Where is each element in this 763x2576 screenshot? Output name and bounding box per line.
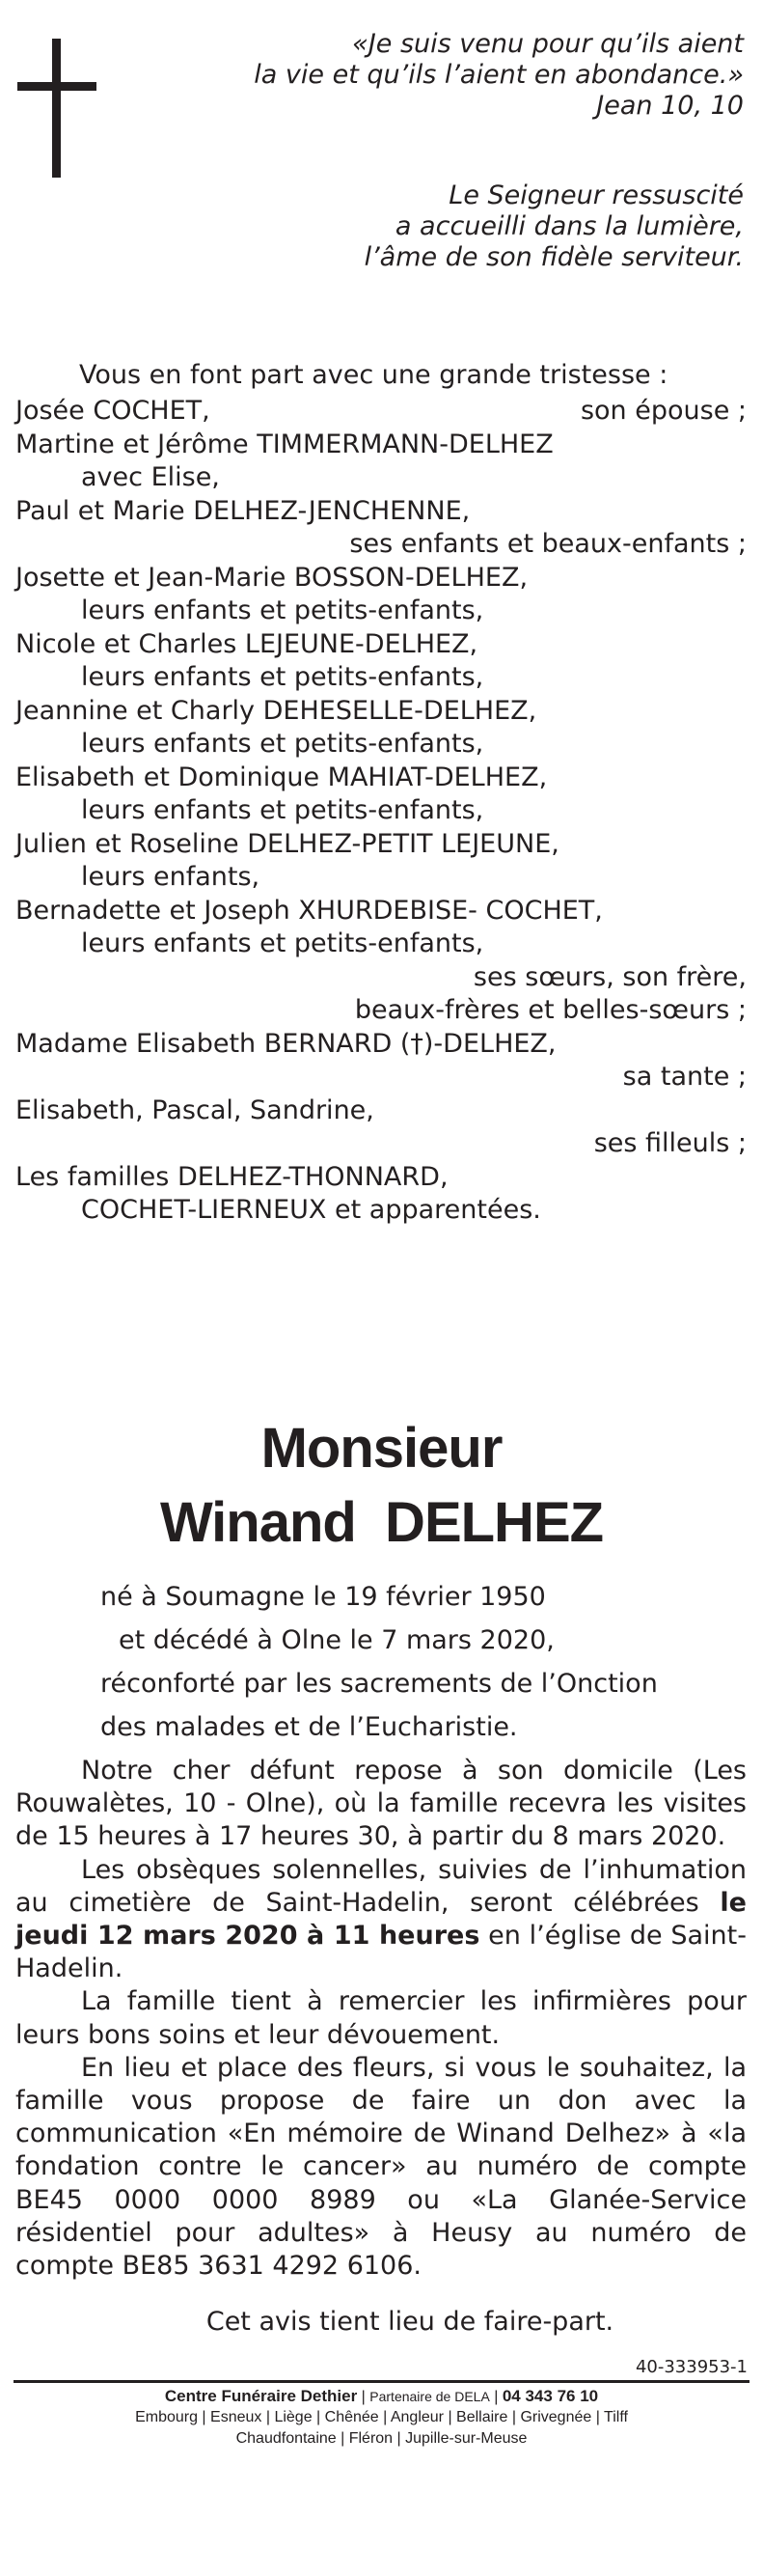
paragraph-donation: En lieu et place des fleurs, si vous le souhaitez, la famille vous propose de faire un don avec la communication «En mémoire de Winand Delhez» à «la fondation contre le cancer» au numéro de compte BE45 0000 0000 8989 ou «La Glanée-Service résidentiel pour adultes» à Heusy au numéro de compte BE85 3631 4292 6106. — [15, 2052, 747, 2282]
family-line — [15, 528, 747, 562]
family-line-text: Martine et Jérôme TIMMERMANN-DELHEZ — [15, 429, 554, 459]
partner-label: Partenaire de DELA — [369, 2389, 490, 2404]
family-line-text: Jeannine et Charly DEHESELLE-DELHEZ, — [15, 695, 537, 726]
family-line-text: leurs enfants et petits-enfants, — [81, 662, 484, 692]
quote-line: «Je suis venu pour qu’ils aient — [352, 29, 744, 59]
family-line — [15, 895, 747, 928]
reference-number: 40-333953-1 — [635, 2357, 748, 2377]
dedication-line: Le Seigneur ressuscité — [449, 180, 744, 210]
family-line-text: leurs enfants et petits-enfants, — [81, 729, 484, 759]
family-line-text: ses sœurs, son frère, — [473, 961, 747, 992]
born-line: né à Soumagne le 19 février 1950 — [100, 1582, 546, 1612]
family-line — [15, 595, 747, 628]
footer-locations: Embourg | Esneux | Liège | Chênée | Angleur | Bellaire | Grivegnée | Tilff — [135, 2409, 628, 2425]
family-line — [15, 928, 747, 961]
sacraments-line-2: des malades et de l’Eucharistie. — [100, 1712, 518, 1742]
deceased-title: Monsieur — [260, 1417, 503, 1480]
family-line-text: Josette et Jean-Marie BOSSON-DELHEZ, — [15, 562, 529, 593]
family-line-text: Paul et Marie DELHEZ-JENCHENNE, — [15, 495, 471, 526]
family-list — [15, 395, 747, 1228]
family-line-text: Nicole et Charles LEJEUNE-DELHEZ, — [15, 628, 478, 659]
funeral-location: en l’église de Saint-Hadelin. — [15, 1921, 747, 1984]
family-line — [15, 628, 747, 662]
family-line — [15, 961, 747, 995]
family-line — [15, 728, 747, 762]
family-line-text: Madame Elisabeth BERNARD (†)-DELHEZ, — [15, 1028, 557, 1059]
family-line-text: Josée COCHET, — [15, 396, 210, 426]
funeral-date: le jeudi 12 mars 2020 à 11 heures — [15, 1887, 747, 1952]
family-line-text: leurs enfants et petits-enfants, — [81, 928, 484, 958]
family-line — [15, 661, 747, 695]
quote-line: la vie et qu’ils l’aient en abondance.» — [254, 60, 744, 90]
paragraph-thanks: La famille tient à remercier les infirmières pour leurs bons soins et leur dévouement. — [15, 1986, 747, 2050]
family-relation: son épouse ; — [580, 396, 747, 426]
family-line-text: avec Elise, — [81, 462, 220, 492]
sacraments-line: réconforté par les sacrements de l’Onction — [100, 1669, 658, 1699]
family-line — [15, 1094, 747, 1128]
deceased-name: Winand DELHEZ — [159, 1491, 604, 1554]
family-line — [15, 429, 747, 462]
family-line — [15, 562, 747, 596]
paragraph-visitation: Notre cher défunt repose à son domicile (Les Rouwalètes, 10 - Olne), où la famille recevra les visites de 15 heures à 17 heures 30, à partir du 8 mars 2020. — [15, 1756, 747, 1852]
family-line-text: Les familles DELHEZ-THONNARD, — [15, 1161, 449, 1192]
family-line-text: leurs enfants et petits-enfants, — [81, 795, 484, 825]
family-line — [15, 395, 747, 429]
family-line-text: leurs enfants et petits-enfants, — [81, 596, 484, 625]
divider — [14, 2380, 749, 2383]
family-line — [15, 861, 747, 895]
family-line — [15, 1061, 747, 1094]
family-line — [15, 1161, 747, 1195]
dedication-line: a accueilli dans la lumière, — [395, 211, 744, 241]
family-line-text: leurs enfants, — [81, 862, 260, 892]
family-line — [15, 1127, 747, 1161]
family-line-text: beaux-frères et belles-sœurs ; — [354, 995, 747, 1025]
closing-text: Cet avis tient lieu de faire-part. — [205, 2307, 614, 2337]
family-line — [15, 695, 747, 729]
family-line — [15, 828, 747, 862]
family-line — [15, 1194, 747, 1228]
family-line-text: Elisabeth et Dominique MAHIAT-DELHEZ, — [15, 762, 548, 792]
family-line — [15, 1028, 747, 1062]
footer-locations-2: Chaudfontaine | Fléron | Jupille-sur-Meuse — [235, 2430, 528, 2447]
family-line-text: sa tante ; — [622, 1062, 747, 1092]
dedication — [365, 180, 744, 273]
funeral-text: Les obsèques solennelles, suivies de l’inhumation au cimetière de Saint-Hadelin, seront célébrées — [15, 1854, 747, 1918]
family-line — [15, 994, 747, 1028]
family-line — [15, 461, 747, 495]
bible-quote — [254, 29, 744, 122]
dedication-line: l’âme de son fidèle serviteur. — [364, 242, 744, 272]
died-line: et décédé à Olne le 7 mars 2020, — [119, 1625, 555, 1655]
quote-reference: Jean 10, 10 — [596, 91, 744, 121]
family-line — [15, 794, 747, 828]
family-line-text: ses filleuls ; — [593, 1128, 747, 1158]
company-name: Centre Funéraire Dethier — [164, 2387, 358, 2405]
notice-body — [15, 1755, 747, 2283]
footer-company-line: Centre Funéraire Dethier | Partenaire de DELA | 04 343 76 10 — [164, 2387, 599, 2405]
family-line — [15, 495, 747, 529]
family-line-text: Bernadette et Joseph XHURDEBISE- COCHET, — [15, 895, 603, 926]
family-line-text: Julien et Roseline DELHEZ-PETIT LEJEUNE, — [15, 828, 559, 859]
phone-number: 04 343 76 10 — [502, 2387, 599, 2405]
intro-text: Vous en font part avec une grande tristesse : — [79, 360, 668, 390]
family-line-text: ses enfants et beaux-enfants ; — [349, 529, 747, 559]
family-line-text: COCHET-LIERNEUX et apparentées. — [81, 1195, 541, 1225]
family-line-text: Elisabeth, Pascal, Sandrine, — [15, 1094, 374, 1125]
cross-icon — [17, 39, 96, 178]
paragraph-funeral — [15, 1854, 747, 1986]
family-line — [15, 762, 747, 795]
